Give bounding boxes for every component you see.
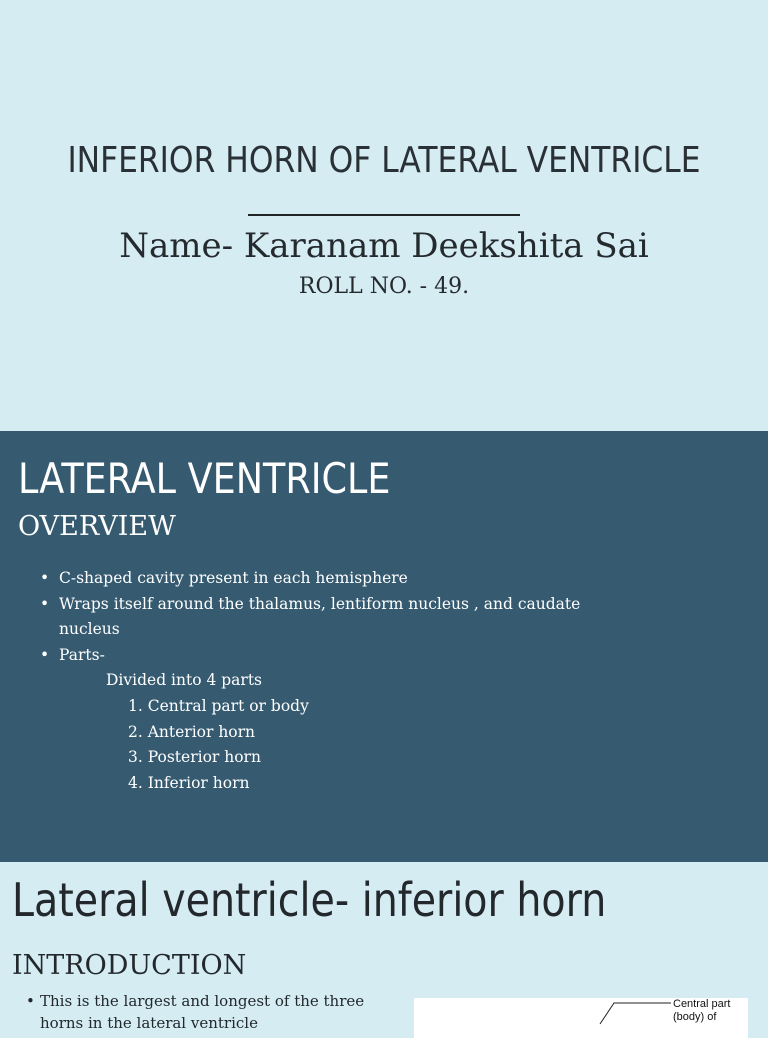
bullet-icon: • <box>26 992 35 1010</box>
list-item: • This is the largest and longest of the three horns in the lateral ventricle <box>26 992 365 1032</box>
roll-number: ROLL NO. - 49. <box>298 274 470 299</box>
parts-intro: Divided into 4 parts <box>106 671 263 690</box>
author-name: Name- Karanam Deekshita Sai <box>119 226 649 266</box>
part-item: 3. Posterior horn <box>128 748 261 767</box>
presentation-title: INFERIOR HORN OF LATERAL VENTRICLE <box>67 140 701 181</box>
title-divider <box>248 214 520 216</box>
part-item: 1. Central part or body <box>128 696 309 715</box>
overview-bullet-list <box>40 566 620 796</box>
overview-slide-title: LATERAL VENTRICLE <box>18 454 391 503</box>
part-item: 4. Inferior horn <box>128 773 250 792</box>
introduction-subtitle: INTRODUCTION <box>12 950 247 981</box>
introduction-slide-title: Lateral ventricle- inferior horn <box>12 873 607 927</box>
title-slide <box>0 0 768 431</box>
list-item: • Wraps itself around the thalamus, lentiform nucleus , and caudate nucleus <box>40 592 620 643</box>
ventricle-diagram <box>414 998 748 1038</box>
list-item: • C-shaped cavity present in each hemisphere <box>40 566 620 592</box>
overview-subtitle: OVERVIEW <box>18 511 176 542</box>
bullet-icon: • <box>40 645 50 664</box>
bullet-icon: • <box>40 594 50 613</box>
list-item: • Parts- <box>40 643 620 669</box>
bullet-icon: • <box>40 569 50 587</box>
part-item: 2. Anterior horn <box>128 722 256 741</box>
diagram-label: Central part (body) of <box>673 998 731 1023</box>
